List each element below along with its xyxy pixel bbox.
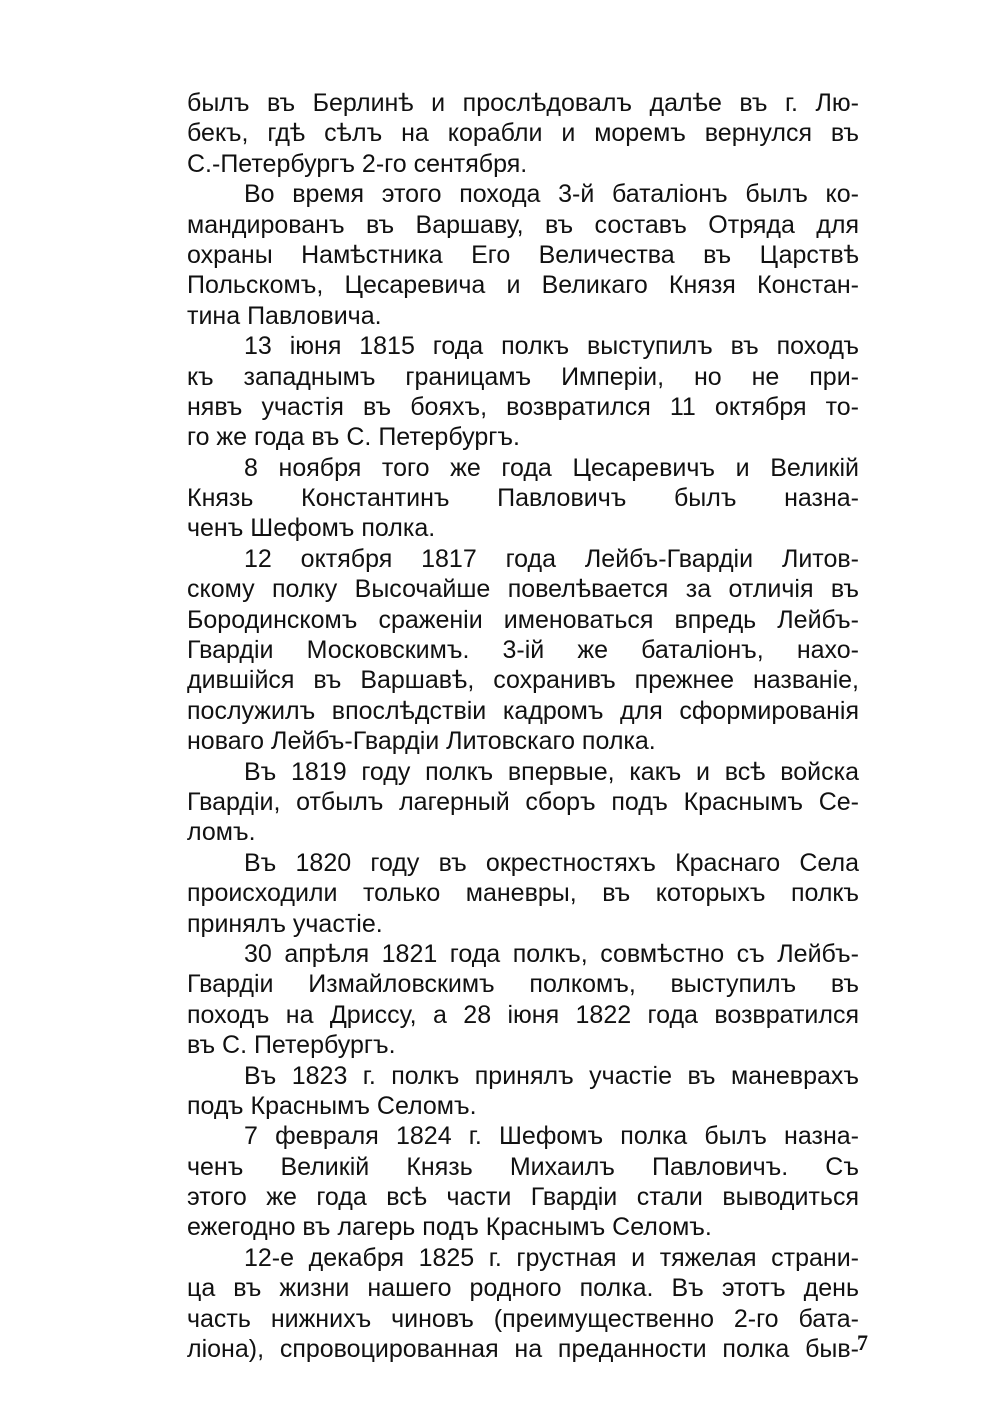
text-line: новаго Лейбъ-Гвардіи Литовскаго полка. [187,727,656,756]
text-line: часть нижнихъ чиновъ (преимущественно 2-го бата- [187,1304,859,1333]
text-line: походъ на Дриссу, а 28 іюня 1822 года возвратился [187,1000,859,1029]
text-line: 8 ноября того же года Цесаревичъ и Великій [244,453,859,482]
text-line: Гвардіи Измайловскимъ полкомъ, выступилъ въ [187,970,859,999]
text-line: ченъ Великій Князь Михаилъ Павловичъ. Съ [187,1152,859,1181]
text-line: въ С. Петербургъ. [187,1031,396,1060]
text-line: Въ 1823 г. полкъ принялъ участіе въ маневрахъ [244,1061,859,1090]
text-line: Бородинскомъ сраженіи именоваться впредь Лейбъ- [187,605,859,634]
text-line: 12 октября 1817 года Лейбъ-Гвардіи Литов- [244,544,859,573]
text-line: ца въ жизни нашего родного полка. Въ этотъ день [187,1274,859,1303]
text-line: тина Павловича. [187,301,382,330]
text-line: Въ 1820 году въ окрестностяхъ Краснаго Села [244,848,859,877]
text-line: ломъ. [187,818,256,847]
text-line: го же года въ С. Петербургъ. [187,423,520,452]
text-line: Князь Константинъ Павловичъ былъ назна- [187,484,859,513]
text-line: принялъ участіе. [187,909,383,938]
text-line: къ западнымъ границамъ Имперіи, но не при- [187,362,859,391]
text-line: мандированъ въ Варшаву, въ составъ Отряда для [187,210,859,239]
page-number: 7 [857,1330,868,1355]
text-line: охраны Намѣстника Его Величества въ Царствѣ [187,240,859,269]
text-line: этого же года всѣ части Гвардіи стали выводиться [187,1183,859,1212]
text-line: ліона), спровоцированная на преданности полка быв- [187,1335,859,1364]
body-text [187,88,859,1364]
text-line: былъ въ Берлинѣ и прослѣдовалъ далѣе въ г. Лю- [187,89,859,117]
text-line: ежегодно въ лагерь подъ Краснымъ Селомъ. [187,1213,712,1242]
text-line: Гвардіи Московскимъ. 3-ій же баталіонъ, нахо- [187,636,859,665]
text-line: происходили только маневры, въ которыхъ полкъ [187,879,859,908]
text-line: 7 февраля 1824 г. Шефомъ полка былъ назна- [244,1122,859,1151]
text-line: С.-Петербургъ 2-го сентября. [187,149,528,178]
text-line: Гвардіи, отбылъ лагерный сборъ подъ Краснымъ Се- [187,787,859,816]
text-line: скому полку Высочайше повелѣвается за отличія въ [187,575,859,604]
text-line: подъ Краснымъ Селомъ. [187,1091,477,1120]
text-line: 30 апрѣля 1821 года полкъ, совмѣстно съ Лейбъ- [244,939,859,968]
text-line: Польскомъ, Цесаревича и Великаго Князя Констан- [187,271,859,300]
text-line: дившійся въ Варшавѣ, сохранивъ прежнее названіе, [187,666,859,695]
text-line: ченъ Шефомъ полка. [187,514,436,543]
text-line: 12-е декабря 1825 г. грустная и тяжелая страни- [244,1243,859,1272]
text-line: 13 іюня 1815 года полкъ выступилъ въ походъ [244,332,859,361]
text-line: Въ 1819 году полкъ впервые, какъ и всѣ войска [244,757,859,786]
text-line: бекъ, гдѣ сѣлъ на корабли и моремъ вернулся въ [187,119,859,148]
text-line: нявъ участія въ бояхъ, возвратился 11 октября то- [187,392,859,421]
text-line: послужилъ впослѣдствіи кадромъ для сформированія [187,696,859,725]
text-line: Во время этого похода 3-й баталіонъ былъ ко- [244,180,859,209]
